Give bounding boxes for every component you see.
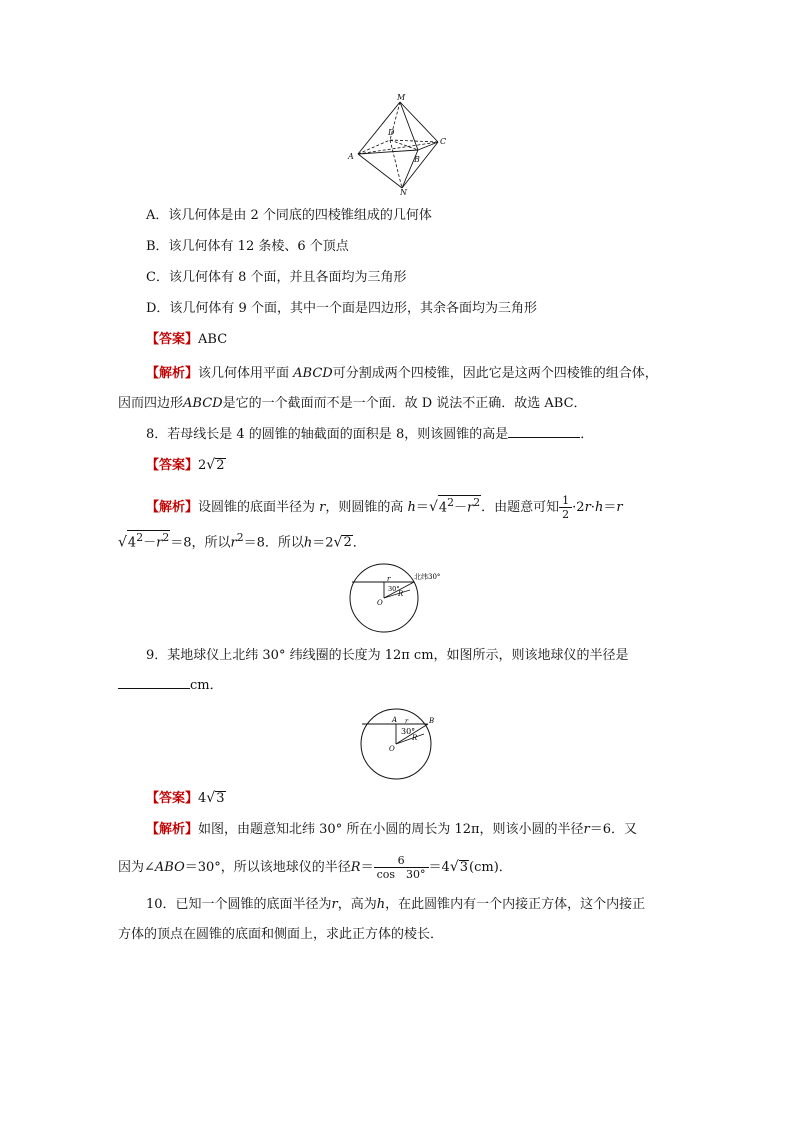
globe-figure-1 [346,560,456,634]
q8-answer: 【答案】2√2 [146,457,225,473]
label-B: B [414,155,420,164]
svg-text:B: B [429,717,435,725]
q9-stem: 9．某地球仪上北纬 30° 纬线圈的长度为 12π cm，如图所示，则该地球仪的半径是 [146,648,629,663]
answer-blank [118,676,190,689]
answer-tag: 【答案】 [146,332,199,347]
svg-text:30°: 30° [401,727,416,736]
q8-analysis-line2: $√4^2-r^2=8$，所以$r^2=8$．所以h＝2√2． [118,531,366,551]
q7-answer-value: ABC [198,332,228,347]
label-M: M [397,93,406,102]
q9-analysis-line2: 因为∠ABO＝30°，所以该地球仪的半径R＝ $\frac{6}{\cos 30^\circ}$ ＝4√3(cm)． [118,854,512,881]
octahedron-figure [340,92,452,196]
svg-text:O: O [389,745,395,753]
q7-analysis-line2: 因而四边形ABCD是它的一个截面而不是一个面．故 D 说法不正确．故选 ABC． [118,396,587,411]
analysis-tag: 【解析】 [146,366,199,381]
svg-text:R: R [412,734,418,742]
q9-stem-line2: cm． [118,676,223,696]
svg-text:r: r [387,575,391,583]
svg-text:R: R [398,590,404,598]
svg-text:r: r [405,717,409,725]
label-C: C [440,137,447,146]
label-A: A [348,152,354,161]
answer-blank [508,425,580,438]
q8-stem: 8．若母线长是 4 的圆锥的轴截面的面积是 8，则该圆锥的高是 ． [146,427,594,442]
svg-text:A: A [392,716,398,724]
q7-answer [146,330,227,350]
q10-stem-line1: 10．已知一个圆锥的底面半径为r，高为h，在此圆锥内有一个内接正方体，这个内接正 [146,897,646,912]
q8-analysis-line1: 【解析】设圆锥的底面半径为 r，则圆锥的高 $h=√4^2-r^2$．由题意可知 $\frac{1}{2}$ ·2r·h＝r [146,494,623,521]
option-c: C．该几何体有 8 个面，并且各面均为三角形 [146,270,407,285]
svg-text:O: O [377,599,383,607]
option-d: D．该几何体有 9 个面，其中一个面是四边形，其余各面均为三角形 [146,301,537,316]
option-b: B．该几何体有 12 条棱、6 个顶点 [146,239,349,254]
q9-answer: 【答案】4√3 [146,790,225,806]
svg-text:30°: 30° [388,585,400,593]
label-D: D [388,128,395,137]
q9-analysis-line1: 【解析】如图，由题意知北纬 30° 所在小圆的周长为 12π，则该小圆的半径r＝6．又 [146,822,638,837]
q10-stem-line2: 方体的顶点在圆锥的底面和侧面上，求此正方体的棱长． [118,927,444,942]
option-a: A．该几何体是由 2 个同底的四棱锥组成的几何体 [146,208,432,223]
svg-text:北纬30°: 北纬30° [414,573,441,581]
q7-analysis-line1: 【解析】该几何体用平面 ABCD可分割成两个四棱锥，因此它是这两个四棱锥的组合体， [146,366,658,381]
globe-figure-2 [356,704,440,782]
label-N: N [400,188,407,196]
